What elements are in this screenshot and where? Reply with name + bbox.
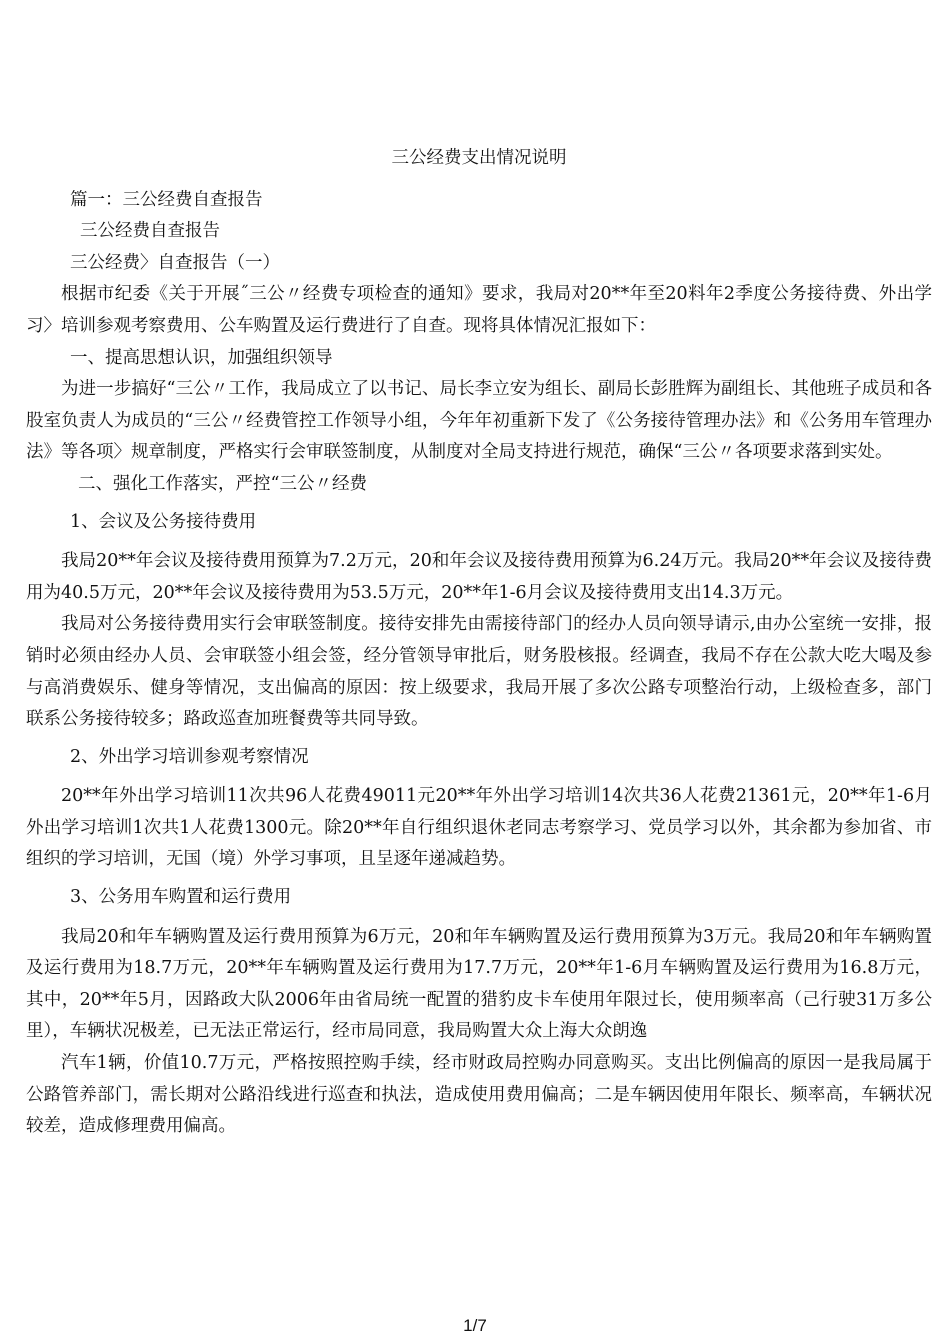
document-title: 三公经费支出情况说明 [391, 148, 567, 168]
paragraph-meeting-budget: 我局20**年会议及接待费用预算为7.2万元，20和年会议及接待费用预算为6.24万元。我局20**年会议及接待费用为40.5万元，20**年会议及接待费用为53.5万元，20**年1-6月会议及接待费用支出14.3万元。 [26, 551, 932, 603]
subsection-heading-2: 2、外出学习培训参观考察情况 [70, 746, 309, 767]
section-heading-1: 一、提高思想认识，加强组织领导 [70, 347, 333, 368]
paragraph-training: 20**年外出学习培训11次共96人花费49011元20**年外出学习培训14次共36人花费21361元，20**年1-6月外出学习培训1次共1人花费1300元。除20**年自行组织退休老同志考察学习、党员学习以外，其余都为参加省、市组织的学习培训，无国（境）外学习事项，且呈逐年递减趋势。 [26, 786, 932, 870]
page-number: 1/7 [463, 1316, 487, 1335]
paragraph-intro: 根据市纪委《关于开展˝三公〃经费专项检查的通知》要求，我局对20**年至20料年2季度公务接待费、外出学习〉培训参观考察费用、公车购置及运行费进行了自查。现将具体情况汇报如下： [26, 284, 932, 336]
subsection-heading-3: 3、公务用车购置和运行费用 [70, 887, 292, 908]
paragraph-vehicle-costs: 我局20和年车辆购置及运行费用预算为6万元，20和年车辆购置及运行费用预算为3万元。我局20和年车辆购置及运行费用为18.7万元，20**年车辆购置及运行费用为17.7万元，20**年1-6月车辆购置及运行费用为16.8万元，其中，20**年5月，因路政大队2006年由省局统一配置的猎豹皮卡车使用年限过长，使用频率高（己行驶31万多公里），车辆状况极差，已无法正常运行，经市局同意，我局购置大众上海大众朗逸 [26, 926, 932, 1042]
paragraph-reception-system: 我局对公务接待费用实行会审联签制度。接待安排先由需接待部门的经办人员向领导请示,由办公室统一安排，报销时必须由经办人员、会审联签小组会签，经分管领导审批后，财务股核报。经调查，我局不存在公款大吃大喝及参与高消费娱乐、健身等情况，支出偏高的原因：按上级要求，我局开展了多次公路专项整治行动，上级检查多，部门联系公务接待较多；路政巡查加班餐费等共同导致。 [26, 614, 932, 730]
chapter-heading: 篇一：三公经费自查报告 [70, 189, 263, 210]
report-heading: 三公经费自查报告 [80, 221, 220, 242]
paragraph-vehicle-purchase: 汽车1辆，价值10.7万元，严格按照控购手续，经市财政局控购办同意购买。支出比例偏高的原因一是我局属于公路管养部门，需长期对公路沿线进行巡查和执法，造成使用费用偏高；二是车辆因使用年限长、频率高，车辆状况较差，造成修理费用偏高。 [26, 1053, 932, 1137]
paragraph-organization: 为进一步搞好“三公〃工作，我局成立了以书记、局长李立安为组长、副局长彭胜辉为副组长、其他班子成员和各股室负责人为成员的“三公〃经费管控工作领导小组，今年年初重新下发了《公务接待管理办法》和《公务用车管理办法》等各项〉规章制度，严格实行会审联签制度，从制度对全局支持进行规范，确保“三公〃各项要求落到实处。 [26, 379, 932, 463]
document-body [26, 143, 932, 1143]
report-subheading: 三公经费〉自查报告（一） [70, 252, 280, 273]
subsection-heading-1: 1、会议及公务接待费用 [70, 511, 257, 532]
section-heading-2: 二、强化工作落实，严控“三公〃经费 [78, 473, 367, 494]
